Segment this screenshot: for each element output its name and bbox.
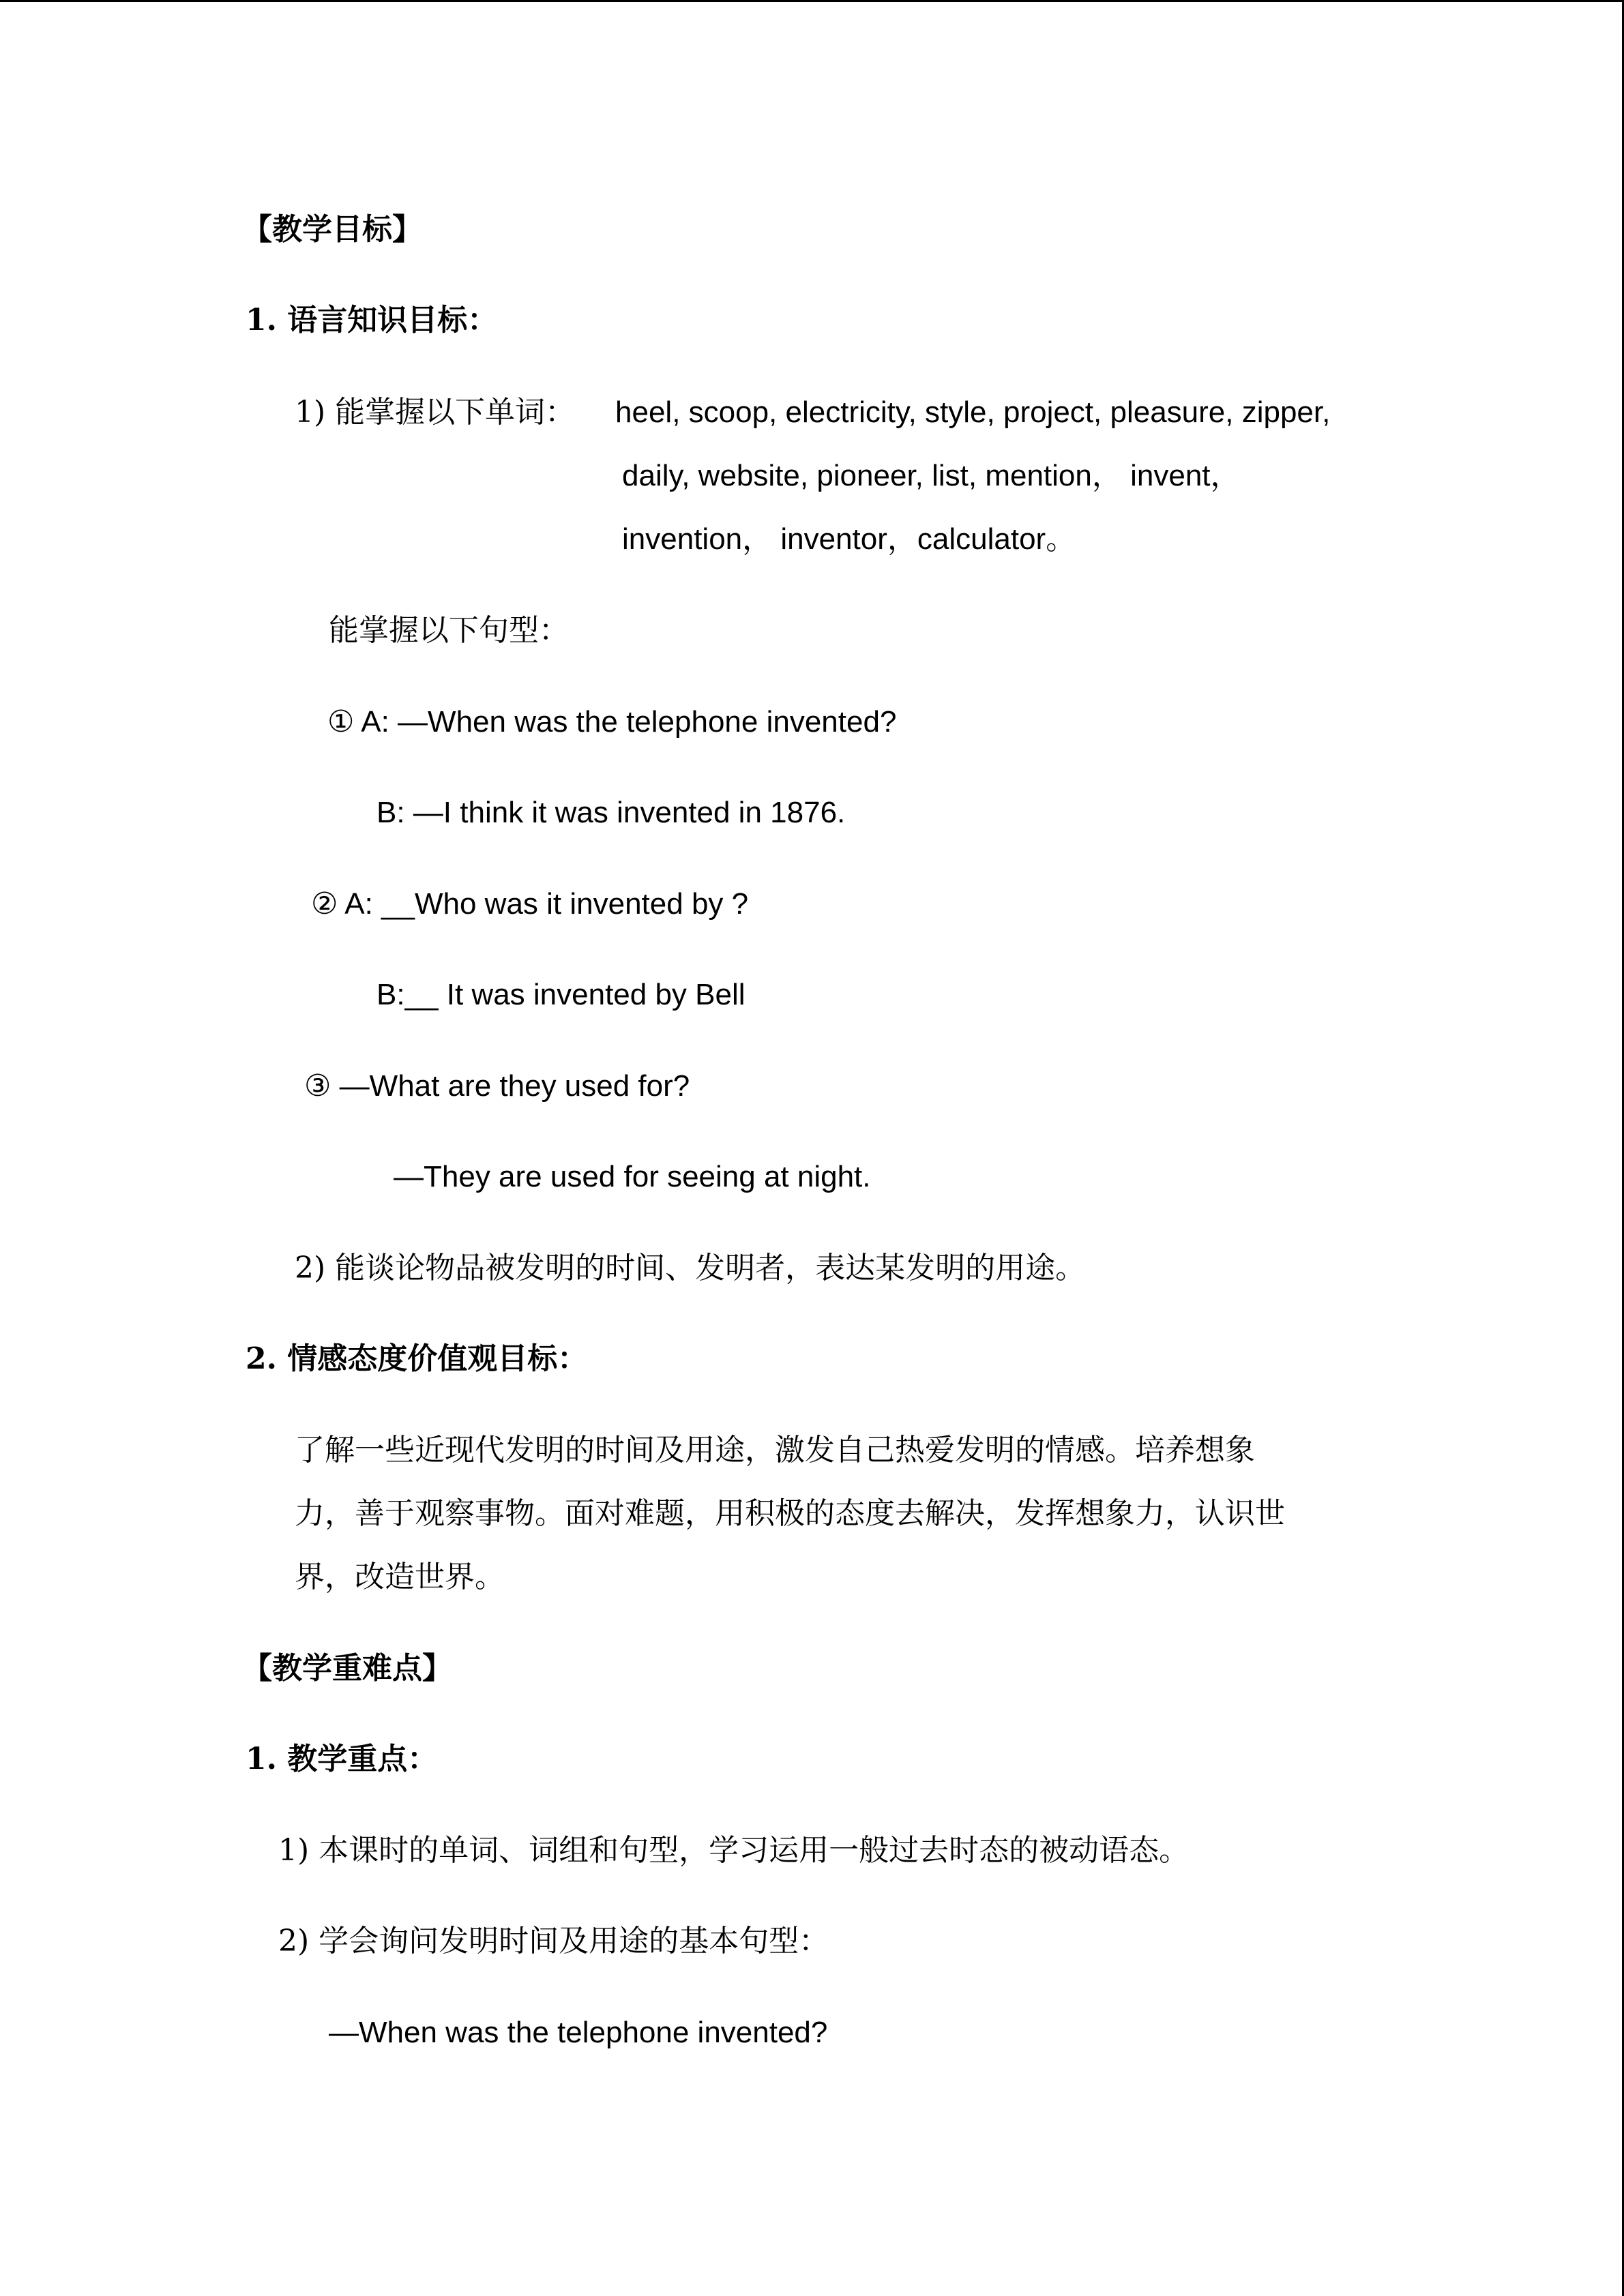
goal-item-2: 2) 能谈论物品被发明的时间、发明者，表达某发明的用途。 bbox=[295, 1251, 1086, 1285]
section-heading-key-difficult-points: 【教学重难点】 bbox=[242, 1651, 452, 1686]
goal-heading-language-knowledge: 1. 语言知识目标： bbox=[246, 303, 498, 338]
page-top-border bbox=[0, 0, 1624, 2]
paragraph-line-2: 力，善于观察事物。面对难题，用积极的态度去解决，发挥想象力，认识世 bbox=[295, 1496, 1285, 1531]
key-point-1: 1) 本课时的单词、词组和句型，学习运用一般过去时态的被动语态。 bbox=[278, 1833, 1190, 1868]
example-2-answer: B:__ It was invented by Bell bbox=[377, 978, 745, 1011]
sentence-intro: 能掌握以下句型： bbox=[329, 613, 569, 648]
example-1-question: ① A: —When was the telephone invented? bbox=[327, 705, 897, 739]
key-point-2: 2) 学会询问发明时间及用途的基本句型： bbox=[278, 1924, 829, 1958]
key-points-heading: 1. 教学重点： bbox=[246, 1742, 438, 1776]
goal-heading-emotion-values: 2. 情感态度价值观目标： bbox=[246, 1341, 588, 1376]
key-point-example: —When was the telephone invented? bbox=[329, 2016, 828, 2049]
example-3-question: ③ —What are they used for? bbox=[304, 1069, 690, 1103]
example-3-answer: —They are used for seeing at night. bbox=[394, 1160, 871, 1193]
vocab-label: 1) 能掌握以下单词： bbox=[295, 395, 576, 430]
paragraph-line-3: 界，改造世界。 bbox=[295, 1560, 505, 1594]
vocab-line-1: heel, scoop, electricity, style, project, pleasure, zipper, bbox=[615, 396, 1331, 429]
vocab-line-2: daily, website, pioneer, list, mention， invent， bbox=[622, 459, 1241, 492]
example-2-question: ② A: __Who was it invented by ? bbox=[311, 887, 749, 921]
vocab-line-3: invention， inventor，calculator。 bbox=[622, 522, 1076, 556]
section-heading-teaching-goals: 【教学目标】 bbox=[242, 212, 422, 247]
example-1-answer: B: —I think it was invented in 1876. bbox=[377, 796, 846, 829]
paragraph-line-1: 了解一些近现代发明的时间及用途，激发自己热爱发明的情感。培养想象 bbox=[295, 1433, 1255, 1467]
